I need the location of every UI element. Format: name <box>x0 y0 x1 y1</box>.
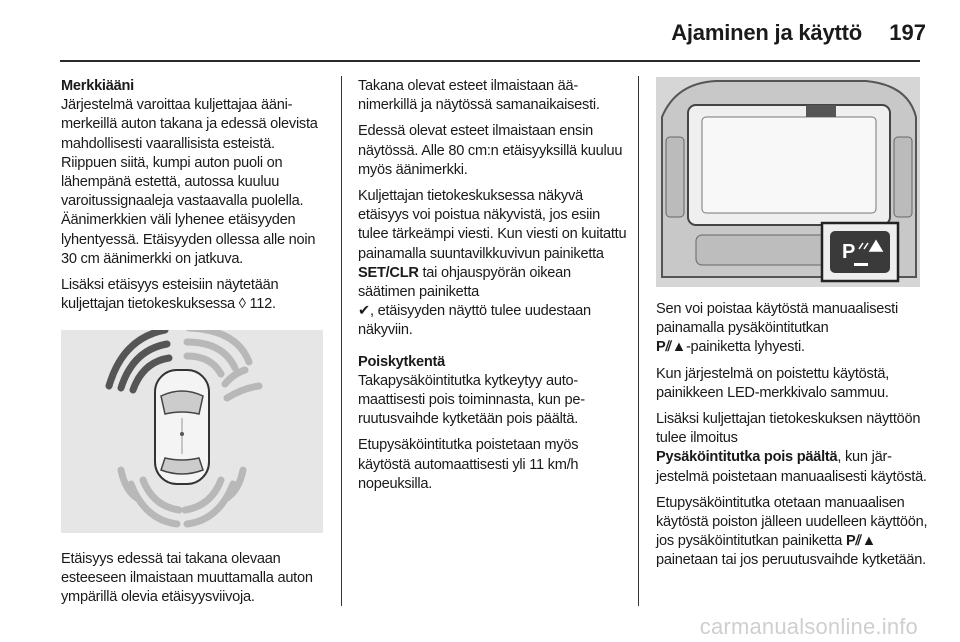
parking-radar-icon: P⫽▲ <box>845 533 876 550</box>
column-divider <box>341 76 342 606</box>
text-span: Lisäksi kuljettajan tietokeskuksen näyttöön tulee ilmoitus <box>656 411 921 447</box>
dashboard-illustration <box>656 77 920 287</box>
message-name: Pysäköintitutka pois päältä <box>656 449 838 466</box>
paragraph <box>656 300 928 358</box>
parking-button-panel <box>656 77 920 287</box>
page-number: 197 <box>889 20 926 45</box>
text-span: , kun järjestelmä poistetaan manuaalisesti käytöstä. <box>656 449 927 485</box>
text-span: Sen voi poistaa käytöstä manuaalisesti painamalla pysäköintitutkan <box>656 301 898 337</box>
section-heading: Merkkiääni <box>61 78 134 94</box>
text-span: ✔, etäisyyden näyttö tulee uudestaan näkyviin. <box>358 303 591 339</box>
watermark: carmanualsonline.info <box>699 614 918 639</box>
figure-caption: Etäisyys edessä tai takana olevaan esteeseen ilmaistaan muuttamalla auton ympärillä olevia etäisyysviivoja. <box>61 551 313 606</box>
text-span: tai ohjauspyörän oikean säätimen painiketta <box>358 264 571 301</box>
car-sensor-diagram <box>61 330 323 533</box>
text-span: -painiketta lyhyesti. <box>685 339 805 356</box>
section-heading: Poiskytkentä <box>358 353 446 370</box>
paragraph: Etupysäköintitutka poistetaan myös käytöstä automaattisesti yli 11 km/h nopeuksilla. <box>358 437 579 492</box>
column-3 <box>656 300 928 578</box>
header-rule <box>60 60 920 62</box>
page-header <box>0 0 960 60</box>
text-span: painetaan tai jos peruutusvaihde kytketään. <box>656 552 926 569</box>
parking-radar-icon: P⫽▲ <box>656 339 686 356</box>
paragraph <box>656 410 928 487</box>
page-title: Ajaminen ja käyttö <box>671 20 862 45</box>
car-sensor-diagram-icon <box>61 330 323 533</box>
column-divider <box>638 76 639 606</box>
column-1 <box>61 77 329 321</box>
paragraph: Takapysäköintitutka kytkeytyy automaattisesti pois toiminnasta, kun peruutusvaihde kytketään pois päältä. <box>358 372 586 428</box>
paragraph: Lisäksi etäisyys esteisiin näytetään kuljettajan tietokeskuksessa ◊ 112. <box>61 277 279 313</box>
paragraph: Takana olevat esteet ilmaistaan äänimerkillä ja näytössä samanaikaisesti. <box>358 78 600 114</box>
paragraph <box>656 494 928 571</box>
button-name: SET/CLR <box>358 264 419 281</box>
column-2 <box>358 77 628 501</box>
parking-button-label: P <box>842 241 856 263</box>
paragraph: Kun järjestelmä on poistettu käytöstä, painikkeen LED-merkkivalo sammuu. <box>656 365 890 401</box>
paragraph: Edessä olevat esteet ilmaistaan ensin näytössä. Alle 80 cm:n etäisyyksillä kuuluu myös äänimerkki. <box>358 123 623 178</box>
paragraph <box>358 187 628 341</box>
text-span: Etupysäköintitutka otetaan manuaalisen käytöstä poiston jälleen uudelleen käyttöön, jos pysäköintitutkan painiketta <box>656 494 928 550</box>
paragraph: Järjestelmä varoittaa kuljettajaa äänimerkeillä auton takana ja edessä olevista mahdollisesti vaarallisista esteistä. Riippuen siitä, kumpi auton puoli on lähempänä estettä, autossa kuuluu varoitussignaaleja vastaavalla puolella. Äänimerkkien väli lyhenee etäisyyden lyhentyessä. Etäisyyden ollessa alle noin 30 cm äänimerkki on jatkuva. <box>61 97 318 267</box>
text-span: Kuljettajan tietokeskuksessa näkyvä etäisyys voi poistua näkyvistä, jos esiin tulee tärkeämpi viesti. Kun viesti on kuitattu painamalla suuntavilkkuvivun painiketta <box>358 188 627 262</box>
